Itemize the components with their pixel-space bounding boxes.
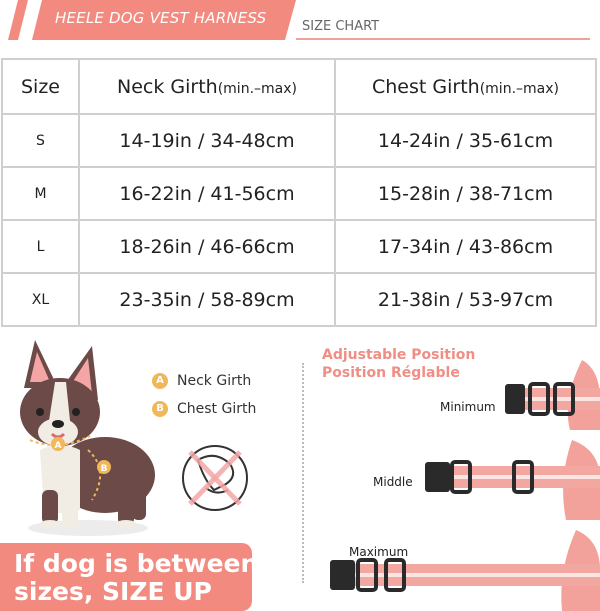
row-neck: 23-35in / 58-89cm (79, 273, 335, 326)
strap-illustration (300, 340, 600, 611)
label-maximum: Maximum (349, 545, 409, 559)
size-table (1, 58, 597, 327)
row-size: L (2, 220, 79, 273)
row-size: S (2, 114, 79, 167)
header-neck-girth (79, 59, 335, 114)
legend-neck-label: Neck Girth (177, 373, 252, 389)
row-size: M (2, 167, 79, 220)
adjustable-title-fr: Position Réglable (322, 365, 460, 381)
header-neck-range: (min.–max) (217, 80, 297, 97)
row-neck: 14-19in / 34-48cm (79, 114, 335, 167)
row-size: XL (2, 273, 79, 326)
dog-illustration (0, 340, 300, 540)
legend-chest (152, 401, 272, 419)
no-collar-icon (183, 446, 247, 510)
neck-marker-a: A (54, 441, 62, 451)
header-size: Size (2, 59, 79, 114)
row-chest: 15-28in / 38-71cm (335, 167, 596, 220)
header-rule (296, 38, 590, 40)
strap-maximum (330, 530, 600, 611)
row-neck: 18-26in / 46-66cm (79, 220, 335, 273)
header-title: HEELE DOG VEST HARNESS (55, 9, 267, 27)
table-header-row (2, 59, 596, 114)
chest-marker-b: B (100, 464, 108, 474)
table-row (2, 220, 596, 273)
strap-middle (425, 440, 600, 520)
badge-a: A (152, 373, 168, 389)
legend-neck (152, 373, 272, 391)
header-chest-main: Chest Girth (372, 75, 480, 98)
header-subtitle: SIZE CHART (302, 19, 380, 34)
row-chest: 14-24in / 35-61cm (335, 114, 596, 167)
row-chest: 21-38in / 53-97cm (335, 273, 596, 326)
badge-b: B (152, 401, 168, 417)
header-chest-range: (min.–max) (479, 80, 559, 97)
table-row (2, 167, 596, 220)
size-up-line-1: If dog is between (14, 549, 259, 578)
header-neck-main: Neck Girth (117, 75, 218, 98)
label-minimum: Minimum (440, 400, 496, 414)
table-row (2, 273, 596, 326)
header-chest-girth (335, 59, 596, 114)
row-chest: 17-34in / 43-86cm (335, 220, 596, 273)
size-up-line-2: sizes, SIZE UP (14, 577, 212, 606)
adjustable-title-en: Adjustable Position (322, 347, 476, 363)
table-row (2, 114, 596, 167)
row-neck: 16-22in / 41-56cm (79, 167, 335, 220)
label-middle: Middle (373, 475, 413, 489)
legend-chest-label: Chest Girth (177, 401, 257, 417)
strap-minimum (505, 360, 600, 430)
